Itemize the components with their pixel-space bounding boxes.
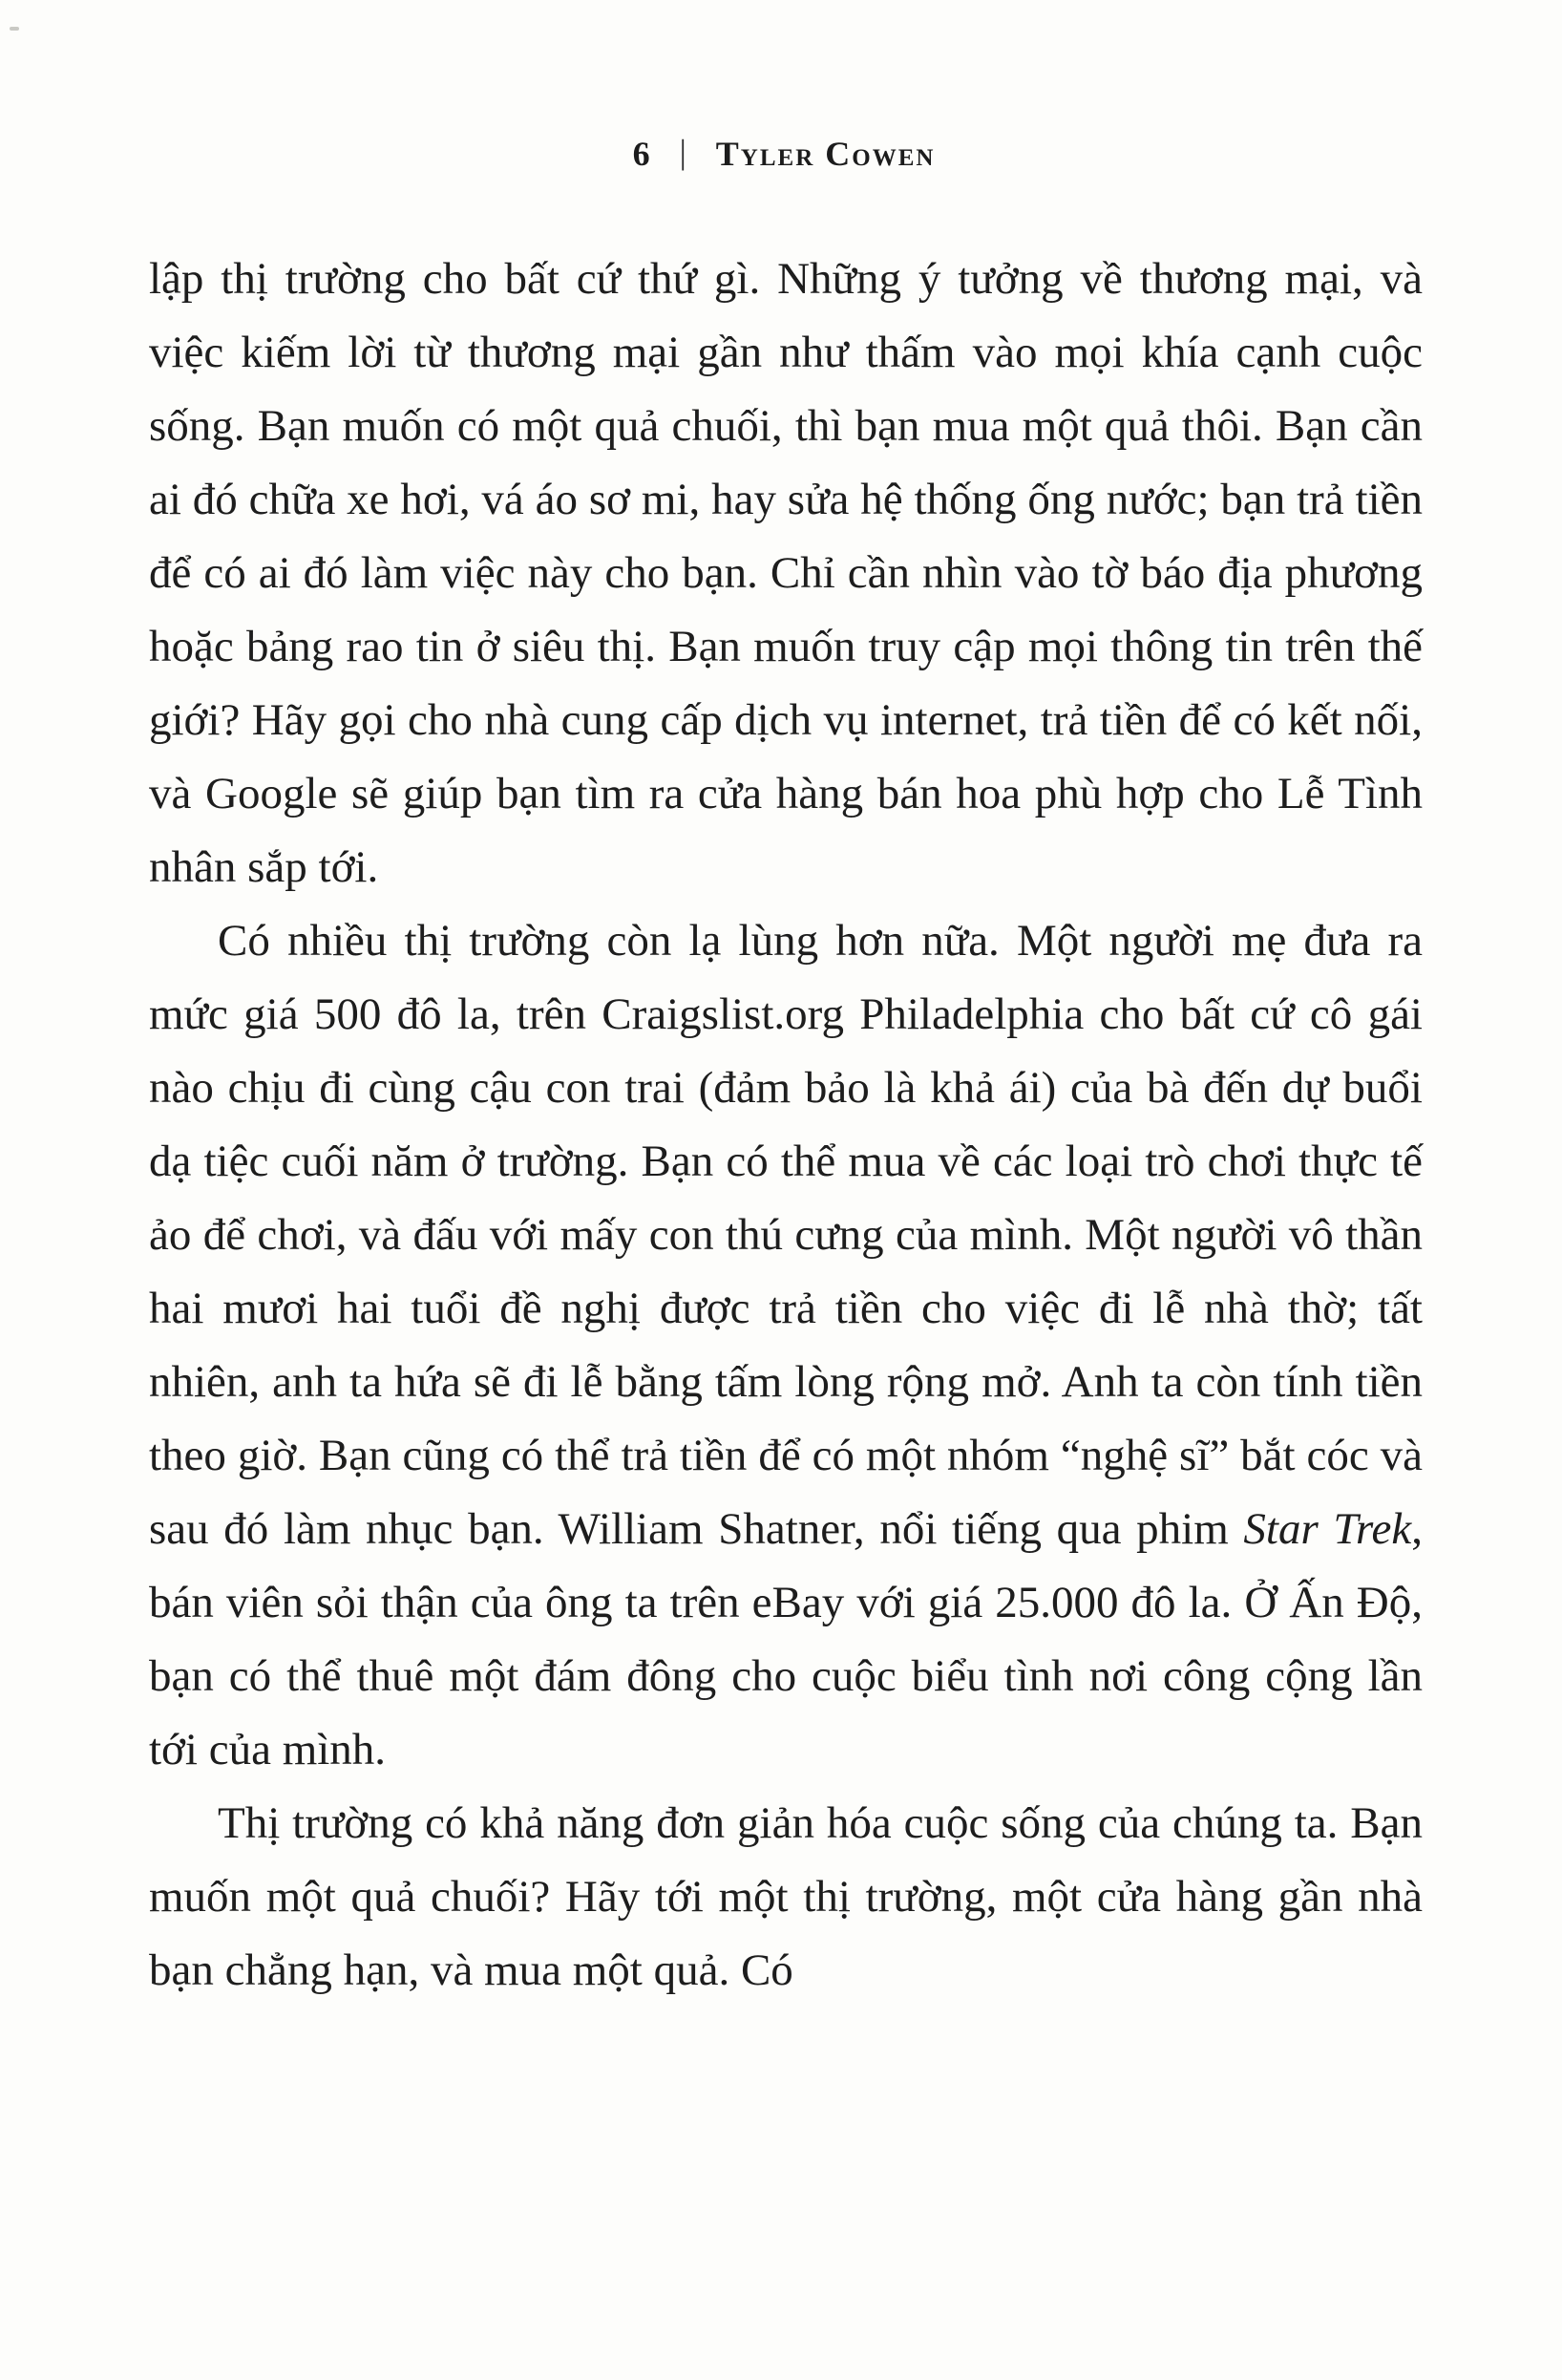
text-run: , bán viên sỏi thận của ông ta trên eBay với giá 25.000 đô la. Ở Ấn Độ, bạn có thể thuê một đám đông cho cuộc biểu tình nơi công cộng lần tới của mình. <box>149 1504 1423 1774</box>
page-number: 6 <box>632 135 651 173</box>
text-run: Thị trường có khả năng đơn giản hóa cuộc sống của chúng ta. Bạn muốn một quả chuối? Hãy tới một thị trường, một cửa hàng gần nhà bạn chẳng hạn, và mua một quả. Có <box>149 1798 1423 1995</box>
page-header <box>149 134 1419 174</box>
author-name: Tyler Cowen <box>715 135 936 173</box>
paragraph-2 <box>149 904 1423 1787</box>
header-separator: | <box>679 133 687 171</box>
text-run: Có nhiều thị trường còn lạ lùng hơn nữa. Một người mẹ đưa ra mức giá 500 đô la, trên Craigslist.org Philadelphia cho bất cứ cô gái nào chịu đi cùng cậu con trai (đảm bảo là khả ái) của bà đến dự buổi dạ tiệc cuối năm ở trường. Bạn có thể mua về các loại trò chơi thực tế ảo để chơi, và đấu với mấy con thú cưng của mình. Một người vô thần hai mươi hai tuổi đề nghị được trả tiền cho việc đi lễ nhà thờ; tất nhiên, anh ta hứa sẽ đi lễ bằng tấm lòng rộng mở. Anh ta còn tính tiền theo giờ. Bạn cũng có thể trả tiền để có một nhóm “nghệ sĩ” bắt cóc và sau đó làm nhục bạn. William Shatner, nổi tiếng qua phim <box>149 916 1423 1554</box>
page-body <box>149 243 1423 2008</box>
paragraph-3 <box>149 1787 1423 2008</box>
scan-artifact <box>10 27 19 31</box>
paragraph-1 <box>149 243 1423 904</box>
text-run: lập thị trường cho bất cứ thứ gì. Những ý tưởng về thương mại, và việc kiếm lời từ thương mại gần như thấm vào mọi khía cạnh cuộc sống. Bạn muốn có một quả chuối, thì bạn mua một quả thôi. Bạn cần ai đó chữa xe hơi, vá áo sơ mi, hay sửa hệ thống ống nước; bạn trả tiền để có ai đó làm việc này cho bạn. Chỉ cần nhìn vào tờ báo địa phương hoặc bảng rao tin ở siêu thị. Bạn muốn truy cập mọi thông tin trên thế giới? Hãy gọi cho nhà cung cấp dịch vụ internet, trả tiền để có kết nối, và Google sẽ giúp bạn tìm ra cửa hàng bán hoa phù hợp cho Lễ Tình nhân sắp tới. <box>149 254 1423 892</box>
italic-text-run: Star Trek <box>1243 1504 1412 1554</box>
